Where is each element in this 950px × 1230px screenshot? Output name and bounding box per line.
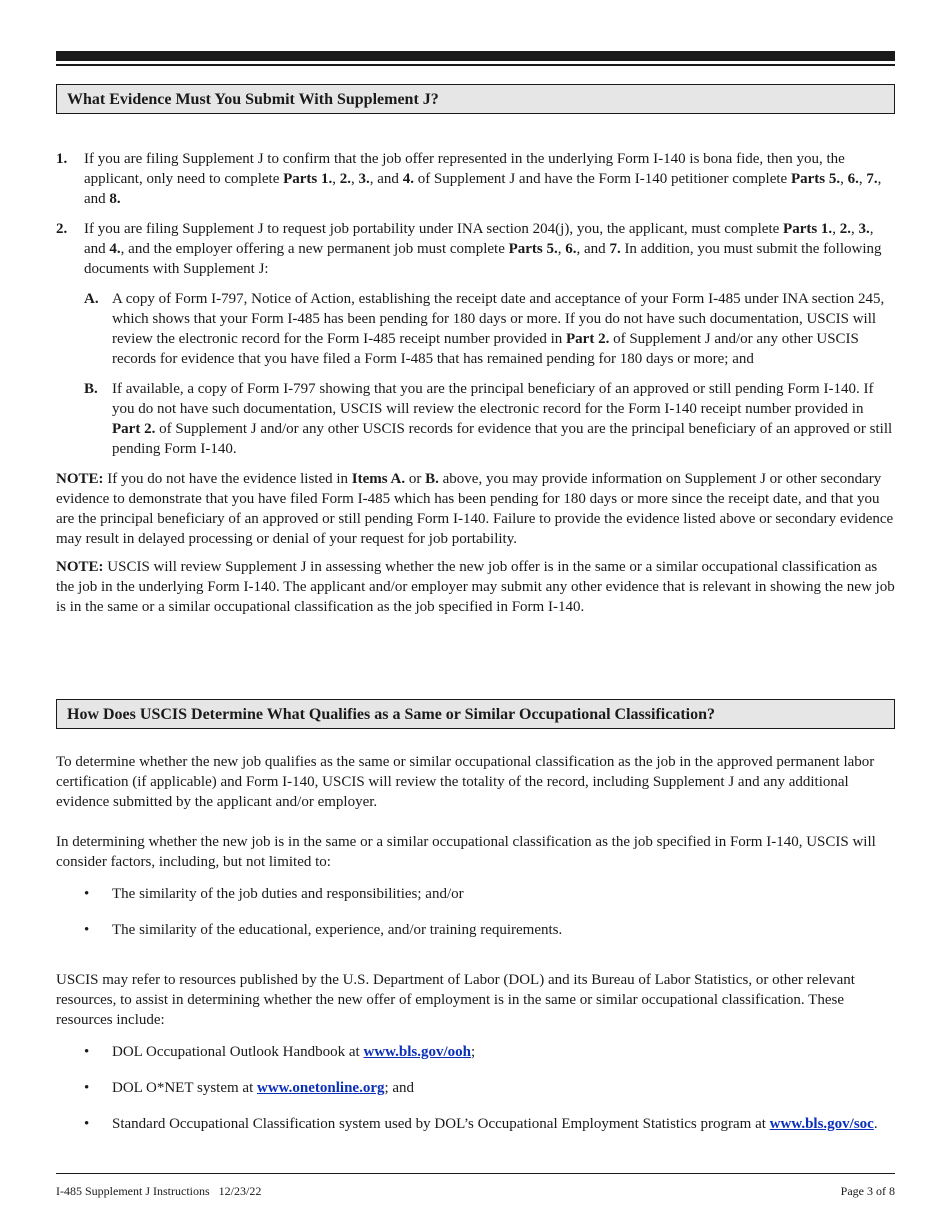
paragraph-totality: To determine whether the new job qualifies as the same or similar occupational classification as the job in the approved permanent labor certification (if applicable) and Form I-140, USCIS will review the totality of the record, including Supplement J and any additional evidence submitted by the applicant and/or employer. [56, 754, 875, 810]
part-ref: 4. [109, 241, 121, 257]
item-ref: B. [425, 471, 439, 487]
part-ref: 2. [839, 221, 851, 237]
paragraph-resources: USCIS may refer to resources published by the U.S. Department of Labor (DOL) and its Bureau of Labor Statistics, or other relevant resources, to assist in determining whether the new offer of employment is in the same or similar occupational classification. These resources include: [56, 972, 855, 1028]
resource-text: ; and [384, 1080, 415, 1096]
part-ref: 6. [565, 241, 577, 257]
item-text: A copy of Form I-797, Notice of Action, establishing the receipt date and acceptance of your Form I-485 under INA section 245, which shows that your Form I-485 has been pending for 180 days or more. If you do not have such documentation, USCIS will review the electronic record for the Form I-485 receipt number provided in [112, 291, 885, 347]
bullet-item [56, 884, 895, 904]
item-letter: A. [84, 291, 99, 307]
top-rule-thin [56, 64, 895, 66]
part-ref: Parts 1. [783, 221, 833, 237]
note-text: If you do not have the evidence listed in [103, 471, 352, 487]
item-text: , [557, 241, 566, 257]
item-text: , [351, 171, 359, 187]
resource-text: . [873, 1116, 878, 1132]
resource-text: Standard Occupational Classification system used by DOL’s Occupational Employment Statistics program at [112, 1116, 770, 1132]
item-text: , and the employer offering a new permanent job must complete [120, 241, 509, 257]
item-text: of Supplement J and have the Form I-140 petitioner complete [413, 171, 791, 187]
part-ref: 2. [339, 171, 352, 187]
section-header-classification: How Does USCIS Determine What Qualifies as a Same or Similar Occupational Classification? [56, 699, 895, 729]
part-ref: 4. [402, 171, 414, 187]
footer-rule [56, 1173, 895, 1174]
resource-text: DOL O*NET system at [112, 1080, 257, 1096]
note-label: NOTE: [56, 471, 104, 487]
part-ref: 7. [609, 241, 621, 257]
item-text: In addition, you must submit the following documents with Supplement J: [84, 241, 882, 277]
part-ref: Parts 5. [508, 241, 558, 257]
item-letter: B. [84, 381, 98, 397]
item-number: 2. [56, 221, 68, 237]
item-text: , and [576, 241, 610, 257]
evidence-list [56, 149, 895, 617]
note-text: USCIS will review Supplement J in assessing whether the new job offer is in the same or a similar occupational classification as the job in the underlying Form I-140. The applicant and/or employer may submit any other evidence that is relevant in showing the new job is in the same or a similar occupational classification as the job specified in Form I-140. [56, 559, 895, 615]
resource-text: ; [471, 1044, 476, 1060]
list-item-a [56, 289, 895, 369]
part-ref: Parts 1. [283, 171, 333, 187]
part-ref: Parts 5. [790, 171, 841, 187]
item-text: If available, a copy of Form I-797 showing that you are the principal beneficiary of an approved or still pending Form I-140. If you do not have such documentation, USCIS will review the electronic record for the Form I-140 receipt number provided in [112, 381, 874, 417]
bullet-icon: • [84, 1116, 90, 1132]
list-item-2 [56, 219, 895, 279]
part-ref: 8. [109, 191, 121, 207]
part-ref: Part 2. [566, 331, 610, 347]
note-review [56, 557, 895, 617]
bullet-item [56, 920, 895, 940]
section-header-evidence: What Evidence Must You Submit With Supplement J? [56, 84, 895, 114]
link-bls-soc[interactable]: www.bls.gov/soc [769, 1116, 874, 1132]
item-text: , and [84, 171, 882, 207]
bullet-text: The similarity of the job duties and responsibilities; and/or [112, 886, 464, 902]
item-text: of Supplement J and/or any other USCIS records for evidence that you have filed a Form I-485 that has remained pending for 180 days or more; and [112, 331, 859, 367]
bullet-icon: • [84, 1080, 90, 1096]
bullet-icon: • [84, 922, 90, 938]
link-bls-ooh[interactable]: www.bls.gov/ooh [363, 1044, 472, 1060]
resource-text: DOL Occupational Outlook Handbook at [112, 1044, 364, 1060]
item-text: , [850, 221, 859, 237]
item-text: If you are filing Supplement J to request job portability under INA section 204(j), you, the applicant, must complete [84, 221, 784, 237]
part-ref: Part 2. [112, 421, 156, 437]
part-ref: 6. [847, 171, 859, 187]
item-text: , [332, 171, 340, 187]
item-text: , and [84, 221, 874, 257]
item-text: of Supplement J and/or any other USCIS records for evidence that you are the principal beneficiary of an approved or still pending Form I-140. [112, 421, 893, 457]
list-item-b [56, 379, 895, 459]
paragraph-factors: In determining whether the new job is in the same or a similar occupational classification as the job specified in Form I-140, USCIS will consider factors, including, but not limited to: [56, 834, 876, 870]
resource-item [56, 1114, 895, 1134]
bullet-icon: • [84, 1044, 90, 1060]
part-ref: 3. [858, 221, 870, 237]
resource-item [56, 1042, 895, 1062]
note-text: or [405, 471, 426, 487]
note-text: above, you may provide information on Supplement J or other secondary evidence to demonstrate that you have filed Form I-485 which has been pending for 180 days or more since the receipt date, and that you are the principal beneficiary of an approved or still pending Form I-140. Failure to provide the evidence listed above or secondary evidence may result in delayed processing or denial of your request for job portability. [56, 471, 894, 547]
top-rule-thick [56, 51, 895, 61]
item-ref: Items A. [351, 471, 406, 487]
resource-item [56, 1078, 895, 1098]
item-text: , [832, 221, 840, 237]
item-text: , and [369, 171, 403, 187]
bullet-icon: • [84, 886, 90, 902]
note-label: NOTE: [56, 559, 104, 575]
note-evidence [56, 469, 895, 549]
link-onetonline[interactable]: www.onetonline.org [256, 1080, 385, 1096]
footer-form-id: I-485 Supplement J Instructions 12/23/22 [56, 1184, 262, 1198]
item-text: If you are filing Supplement J to confirm that the job offer represented in the underlying Form I-140 is bona fide, then you, the applicant, only need to complete [84, 151, 845, 187]
item-text: , [840, 171, 848, 187]
footer-page-number: Page 3 of 8 [840, 1184, 895, 1198]
part-ref: 7. [866, 171, 878, 187]
bullet-text: The similarity of the educational, experience, and/or training requirements. [112, 922, 563, 938]
item-text: , [858, 171, 867, 187]
classification-section [56, 752, 895, 1134]
item-number: 1. [56, 151, 68, 167]
list-item-1 [56, 149, 895, 209]
part-ref: 3. [358, 171, 370, 187]
